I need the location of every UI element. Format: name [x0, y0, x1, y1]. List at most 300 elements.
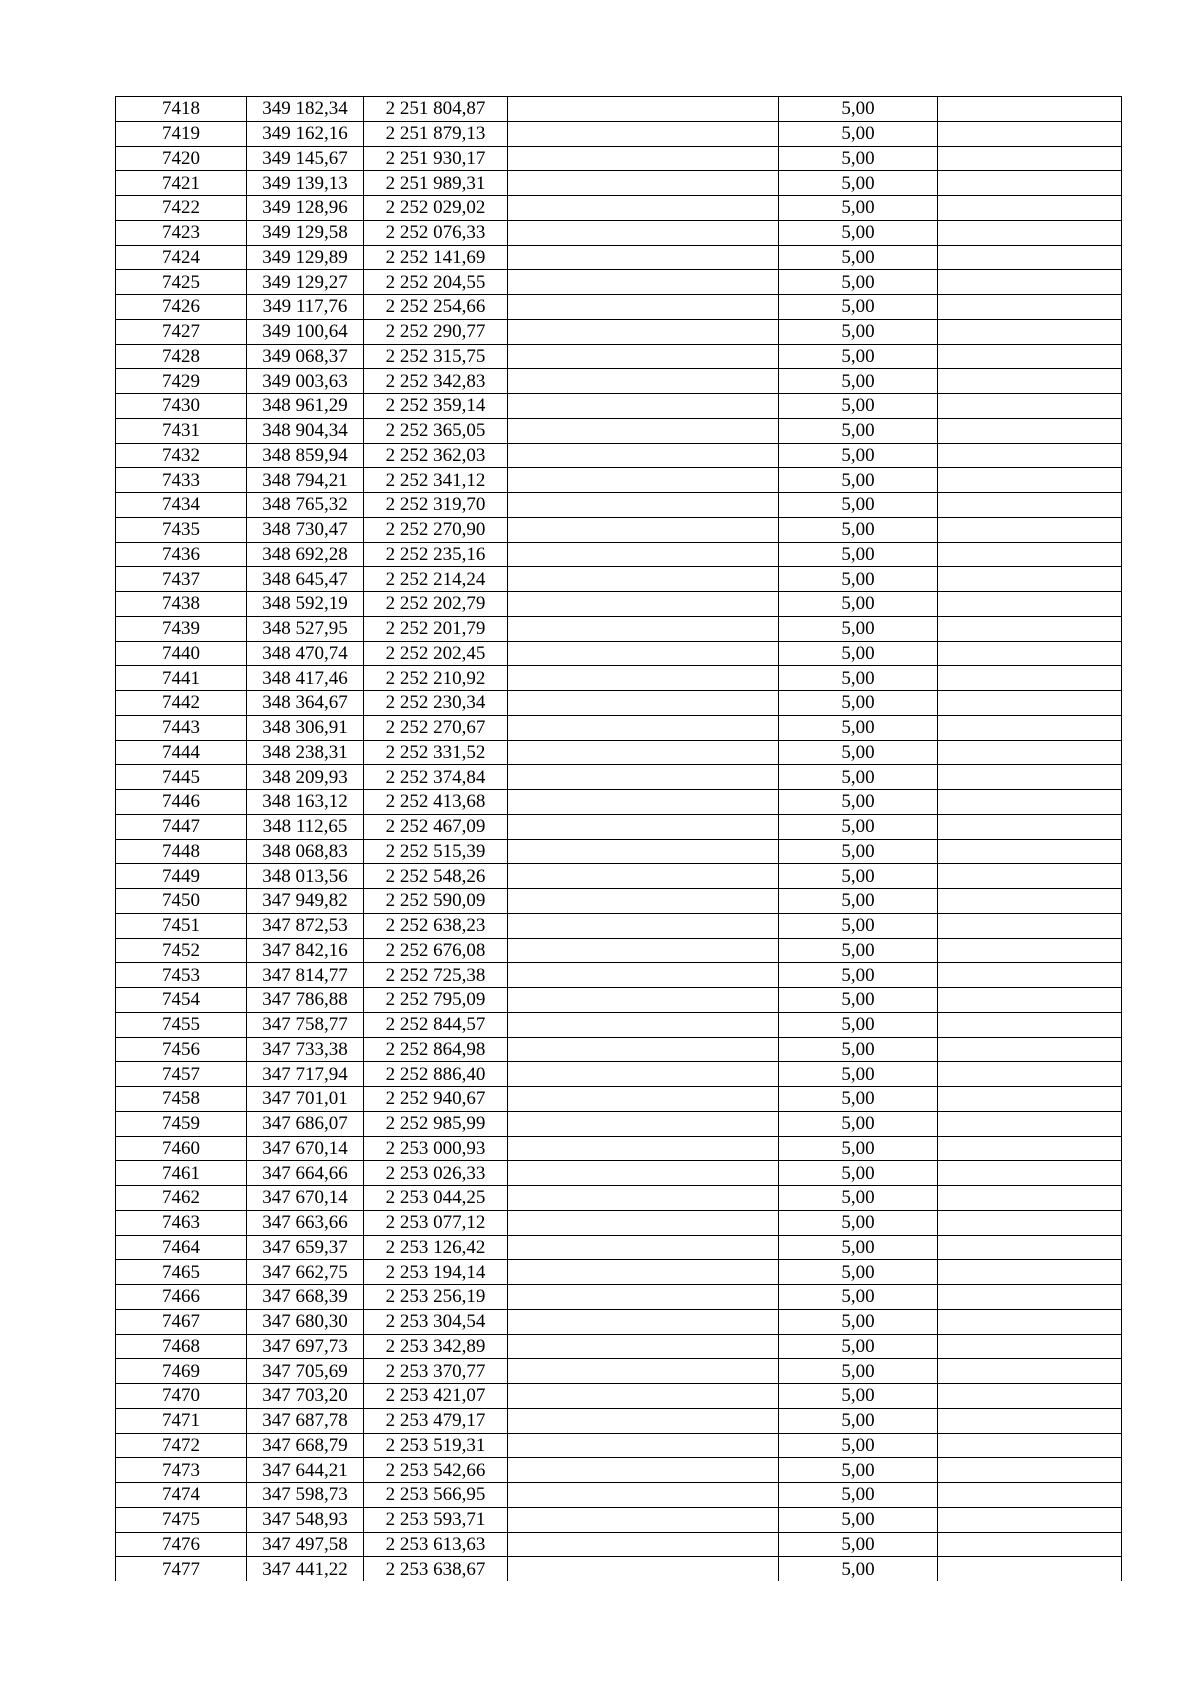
empty-column-cell — [508, 1557, 779, 1581]
x-coordinate-cell: 347 697,73 — [247, 1334, 364, 1359]
empty-column-cell — [508, 196, 779, 221]
value-cell: 5,00 — [779, 592, 938, 617]
table-row — [116, 1384, 1122, 1409]
table-row — [116, 864, 1122, 889]
empty-column-cell — [938, 814, 1122, 839]
y-coordinate-cell: 2 252 235,16 — [364, 542, 508, 567]
table-row — [116, 616, 1122, 641]
empty-column-cell — [508, 97, 779, 122]
table-row — [116, 1136, 1122, 1161]
point-number-cell: 7473 — [116, 1458, 247, 1483]
empty-column-cell — [938, 1507, 1122, 1532]
x-coordinate-cell: 348 730,47 — [247, 517, 364, 542]
y-coordinate-cell: 2 252 210,92 — [364, 666, 508, 691]
y-coordinate-cell: 2 252 676,08 — [364, 938, 508, 963]
y-coordinate-cell: 2 252 844,57 — [364, 1012, 508, 1037]
empty-column-cell — [508, 319, 779, 344]
table-row — [116, 196, 1122, 221]
value-cell: 5,00 — [779, 889, 938, 914]
x-coordinate-cell: 349 068,37 — [247, 344, 364, 369]
point-number-cell: 7458 — [116, 1087, 247, 1112]
empty-column-cell — [508, 1186, 779, 1211]
value-cell: 5,00 — [779, 1062, 938, 1087]
empty-column-cell — [508, 1359, 779, 1384]
value-cell: 5,00 — [779, 97, 938, 122]
point-number-cell: 7447 — [116, 814, 247, 839]
point-number-cell: 7465 — [116, 1260, 247, 1285]
point-number-cell: 7420 — [116, 146, 247, 171]
y-coordinate-cell: 2 252 341,12 — [364, 468, 508, 493]
x-coordinate-cell: 347 644,21 — [247, 1458, 364, 1483]
empty-column-cell — [508, 1037, 779, 1062]
x-coordinate-cell: 349 100,64 — [247, 319, 364, 344]
coordinates-table-body — [116, 97, 1122, 1582]
x-coordinate-cell: 348 527,95 — [247, 616, 364, 641]
empty-column-cell — [508, 295, 779, 320]
y-coordinate-cell: 2 253 566,95 — [364, 1483, 508, 1508]
x-coordinate-cell: 347 842,16 — [247, 938, 364, 963]
y-coordinate-cell: 2 252 141,69 — [364, 245, 508, 270]
x-coordinate-cell: 348 209,93 — [247, 765, 364, 790]
table-row — [116, 418, 1122, 443]
empty-column-cell — [508, 938, 779, 963]
empty-column-cell — [938, 616, 1122, 641]
y-coordinate-cell: 2 253 593,71 — [364, 1507, 508, 1532]
value-cell: 5,00 — [779, 1334, 938, 1359]
y-coordinate-cell: 2 252 548,26 — [364, 864, 508, 889]
y-coordinate-cell: 2 253 613,63 — [364, 1532, 508, 1557]
point-number-cell: 7429 — [116, 369, 247, 394]
point-number-cell: 7437 — [116, 567, 247, 592]
x-coordinate-cell: 348 163,12 — [247, 790, 364, 815]
point-number-cell: 7460 — [116, 1136, 247, 1161]
empty-column-cell — [938, 171, 1122, 196]
x-coordinate-cell: 347 497,58 — [247, 1532, 364, 1557]
y-coordinate-cell: 2 252 467,09 — [364, 814, 508, 839]
x-coordinate-cell: 347 949,82 — [247, 889, 364, 914]
empty-column-cell — [938, 641, 1122, 666]
point-number-cell: 7467 — [116, 1309, 247, 1334]
value-cell: 5,00 — [779, 1087, 938, 1112]
point-number-cell: 7466 — [116, 1285, 247, 1310]
value-cell: 5,00 — [779, 1210, 938, 1235]
empty-column-cell — [508, 1012, 779, 1037]
x-coordinate-cell: 348 794,21 — [247, 468, 364, 493]
empty-column-cell — [938, 1186, 1122, 1211]
table-row — [116, 641, 1122, 666]
empty-column-cell — [938, 121, 1122, 146]
x-coordinate-cell: 349 182,34 — [247, 97, 364, 122]
empty-column-cell — [508, 889, 779, 914]
y-coordinate-cell: 2 252 985,99 — [364, 1111, 508, 1136]
y-coordinate-cell: 2 252 254,66 — [364, 295, 508, 320]
y-coordinate-cell: 2 252 315,75 — [364, 344, 508, 369]
value-cell: 5,00 — [779, 1186, 938, 1211]
x-coordinate-cell: 349 128,96 — [247, 196, 364, 221]
value-cell: 5,00 — [779, 344, 938, 369]
empty-column-cell — [508, 1433, 779, 1458]
empty-column-cell — [938, 443, 1122, 468]
y-coordinate-cell: 2 252 230,34 — [364, 691, 508, 716]
value-cell: 5,00 — [779, 864, 938, 889]
table-row — [116, 1111, 1122, 1136]
point-number-cell: 7454 — [116, 988, 247, 1013]
point-number-cell: 7443 — [116, 715, 247, 740]
point-number-cell: 7453 — [116, 963, 247, 988]
value-cell: 5,00 — [779, 790, 938, 815]
x-coordinate-cell: 347 686,07 — [247, 1111, 364, 1136]
value-cell: 5,00 — [779, 493, 938, 518]
x-coordinate-cell: 348 692,28 — [247, 542, 364, 567]
table-row — [116, 567, 1122, 592]
value-cell: 5,00 — [779, 121, 938, 146]
empty-column-cell — [508, 344, 779, 369]
value-cell: 5,00 — [779, 245, 938, 270]
x-coordinate-cell: 348 364,67 — [247, 691, 364, 716]
empty-column-cell — [508, 790, 779, 815]
table-row — [116, 319, 1122, 344]
x-coordinate-cell: 348 068,83 — [247, 839, 364, 864]
x-coordinate-cell: 347 680,30 — [247, 1309, 364, 1334]
value-cell: 5,00 — [779, 1483, 938, 1508]
y-coordinate-cell: 2 252 940,67 — [364, 1087, 508, 1112]
x-coordinate-cell: 347 687,78 — [247, 1408, 364, 1433]
table-row — [116, 666, 1122, 691]
x-coordinate-cell: 347 758,77 — [247, 1012, 364, 1037]
value-cell: 5,00 — [779, 814, 938, 839]
point-number-cell: 7472 — [116, 1433, 247, 1458]
table-row — [116, 1334, 1122, 1359]
empty-column-cell — [508, 616, 779, 641]
x-coordinate-cell: 348 013,56 — [247, 864, 364, 889]
value-cell: 5,00 — [779, 1359, 938, 1384]
point-number-cell: 7426 — [116, 295, 247, 320]
y-coordinate-cell: 2 253 542,66 — [364, 1458, 508, 1483]
y-coordinate-cell: 2 253 519,31 — [364, 1433, 508, 1458]
empty-column-cell — [938, 1285, 1122, 1310]
table-row — [116, 1309, 1122, 1334]
empty-column-cell — [938, 1012, 1122, 1037]
table-row — [116, 468, 1122, 493]
empty-column-cell — [508, 245, 779, 270]
empty-column-cell — [508, 369, 779, 394]
empty-column-cell — [508, 641, 779, 666]
x-coordinate-cell: 347 663,66 — [247, 1210, 364, 1235]
value-cell: 5,00 — [779, 641, 938, 666]
value-cell: 5,00 — [779, 715, 938, 740]
empty-column-cell — [508, 864, 779, 889]
y-coordinate-cell: 2 252 638,23 — [364, 913, 508, 938]
x-coordinate-cell: 347 668,79 — [247, 1433, 364, 1458]
value-cell: 5,00 — [779, 394, 938, 419]
point-number-cell: 7464 — [116, 1235, 247, 1260]
empty-column-cell — [938, 864, 1122, 889]
table-row — [116, 1285, 1122, 1310]
value-cell: 5,00 — [779, 196, 938, 221]
y-coordinate-cell: 2 252 214,24 — [364, 567, 508, 592]
value-cell: 5,00 — [779, 1309, 938, 1334]
y-coordinate-cell: 2 253 421,07 — [364, 1384, 508, 1409]
y-coordinate-cell: 2 251 879,13 — [364, 121, 508, 146]
empty-column-cell — [508, 691, 779, 716]
empty-column-cell — [508, 1408, 779, 1433]
y-coordinate-cell: 2 252 331,52 — [364, 740, 508, 765]
x-coordinate-cell: 348 238,31 — [247, 740, 364, 765]
table-row — [116, 171, 1122, 196]
empty-column-cell — [508, 715, 779, 740]
point-number-cell: 7476 — [116, 1532, 247, 1557]
table-row — [116, 493, 1122, 518]
empty-column-cell — [508, 765, 779, 790]
empty-column-cell — [938, 1161, 1122, 1186]
table-row — [116, 1260, 1122, 1285]
y-coordinate-cell: 2 253 256,19 — [364, 1285, 508, 1310]
y-coordinate-cell: 2 253 026,33 — [364, 1161, 508, 1186]
value-cell: 5,00 — [779, 1260, 938, 1285]
point-number-cell: 7448 — [116, 839, 247, 864]
table-row — [116, 1161, 1122, 1186]
empty-column-cell — [938, 295, 1122, 320]
empty-column-cell — [938, 1359, 1122, 1384]
empty-column-cell — [508, 567, 779, 592]
y-coordinate-cell: 2 252 795,09 — [364, 988, 508, 1013]
empty-column-cell — [938, 1334, 1122, 1359]
x-coordinate-cell: 348 592,19 — [247, 592, 364, 617]
table-row — [116, 963, 1122, 988]
y-coordinate-cell: 2 253 077,12 — [364, 1210, 508, 1235]
empty-column-cell — [508, 1235, 779, 1260]
value-cell: 5,00 — [779, 616, 938, 641]
empty-column-cell — [938, 938, 1122, 963]
point-number-cell: 7462 — [116, 1186, 247, 1211]
empty-column-cell — [508, 740, 779, 765]
y-coordinate-cell: 2 252 515,39 — [364, 839, 508, 864]
y-coordinate-cell: 2 252 202,79 — [364, 592, 508, 617]
x-coordinate-cell: 347 717,94 — [247, 1062, 364, 1087]
point-number-cell: 7461 — [116, 1161, 247, 1186]
point-number-cell: 7444 — [116, 740, 247, 765]
empty-column-cell — [938, 394, 1122, 419]
empty-column-cell — [938, 1062, 1122, 1087]
value-cell: 5,00 — [779, 1161, 938, 1186]
table-row — [116, 295, 1122, 320]
empty-column-cell — [938, 369, 1122, 394]
empty-column-cell — [508, 1111, 779, 1136]
x-coordinate-cell: 347 662,75 — [247, 1260, 364, 1285]
table-row — [116, 839, 1122, 864]
x-coordinate-cell: 347 703,20 — [247, 1384, 364, 1409]
y-coordinate-cell: 2 251 930,17 — [364, 146, 508, 171]
empty-column-cell — [938, 666, 1122, 691]
table-row — [116, 1210, 1122, 1235]
point-number-cell: 7469 — [116, 1359, 247, 1384]
point-number-cell: 7434 — [116, 493, 247, 518]
empty-column-cell — [508, 1136, 779, 1161]
point-number-cell: 7459 — [116, 1111, 247, 1136]
point-number-cell: 7431 — [116, 418, 247, 443]
table-row — [116, 146, 1122, 171]
empty-column-cell — [938, 913, 1122, 938]
point-number-cell: 7471 — [116, 1408, 247, 1433]
value-cell: 5,00 — [779, 913, 938, 938]
point-number-cell: 7451 — [116, 913, 247, 938]
table-row — [116, 1235, 1122, 1260]
x-coordinate-cell: 347 705,69 — [247, 1359, 364, 1384]
empty-column-cell — [508, 220, 779, 245]
table-row — [116, 913, 1122, 938]
empty-column-cell — [938, 1087, 1122, 1112]
value-cell: 5,00 — [779, 765, 938, 790]
value-cell: 5,00 — [779, 418, 938, 443]
y-coordinate-cell: 2 253 000,93 — [364, 1136, 508, 1161]
x-coordinate-cell: 349 139,13 — [247, 171, 364, 196]
empty-column-cell — [938, 691, 1122, 716]
empty-column-cell — [508, 814, 779, 839]
y-coordinate-cell: 2 253 304,54 — [364, 1309, 508, 1334]
value-cell: 5,00 — [779, 938, 938, 963]
empty-column-cell — [938, 517, 1122, 542]
empty-column-cell — [938, 567, 1122, 592]
x-coordinate-cell: 349 145,67 — [247, 146, 364, 171]
value-cell: 5,00 — [779, 1111, 938, 1136]
x-coordinate-cell: 347 786,88 — [247, 988, 364, 1013]
point-number-cell: 7470 — [116, 1384, 247, 1409]
value-cell: 5,00 — [779, 963, 938, 988]
empty-column-cell — [508, 121, 779, 146]
table-row — [116, 938, 1122, 963]
x-coordinate-cell: 348 645,47 — [247, 567, 364, 592]
x-coordinate-cell: 347 814,77 — [247, 963, 364, 988]
point-number-cell: 7436 — [116, 542, 247, 567]
empty-column-cell — [938, 988, 1122, 1013]
x-coordinate-cell: 349 117,76 — [247, 295, 364, 320]
table-row — [116, 97, 1122, 122]
x-coordinate-cell: 347 733,38 — [247, 1037, 364, 1062]
y-coordinate-cell: 2 252 374,84 — [364, 765, 508, 790]
table-row — [116, 1507, 1122, 1532]
table-row — [116, 344, 1122, 369]
empty-column-cell — [508, 394, 779, 419]
table-row — [116, 765, 1122, 790]
x-coordinate-cell: 348 961,29 — [247, 394, 364, 419]
empty-column-cell — [938, 270, 1122, 295]
x-coordinate-cell: 348 417,46 — [247, 666, 364, 691]
point-number-cell: 7438 — [116, 592, 247, 617]
table-row — [116, 443, 1122, 468]
empty-column-cell — [938, 1111, 1122, 1136]
y-coordinate-cell: 2 252 202,45 — [364, 641, 508, 666]
value-cell: 5,00 — [779, 1532, 938, 1557]
empty-column-cell — [508, 913, 779, 938]
y-coordinate-cell: 2 252 270,67 — [364, 715, 508, 740]
x-coordinate-cell: 347 598,73 — [247, 1483, 364, 1508]
table-row — [116, 814, 1122, 839]
y-coordinate-cell: 2 252 270,90 — [364, 517, 508, 542]
point-number-cell: 7433 — [116, 468, 247, 493]
y-coordinate-cell: 2 253 194,14 — [364, 1260, 508, 1285]
empty-column-cell — [938, 319, 1122, 344]
x-coordinate-cell: 348 470,74 — [247, 641, 364, 666]
empty-column-cell — [508, 1087, 779, 1112]
table-row — [116, 1186, 1122, 1211]
empty-column-cell — [938, 1260, 1122, 1285]
y-coordinate-cell: 2 251 804,87 — [364, 97, 508, 122]
value-cell: 5,00 — [779, 542, 938, 567]
point-number-cell: 7463 — [116, 1210, 247, 1235]
value-cell: 5,00 — [779, 1012, 938, 1037]
empty-column-cell — [508, 171, 779, 196]
empty-column-cell — [508, 839, 779, 864]
empty-column-cell — [938, 889, 1122, 914]
table-row — [116, 715, 1122, 740]
table-row — [116, 220, 1122, 245]
point-number-cell: 7441 — [116, 666, 247, 691]
empty-column-cell — [508, 1507, 779, 1532]
point-number-cell: 7435 — [116, 517, 247, 542]
point-number-cell: 7445 — [116, 765, 247, 790]
value-cell: 5,00 — [779, 468, 938, 493]
x-coordinate-cell: 347 548,93 — [247, 1507, 364, 1532]
y-coordinate-cell: 2 252 319,70 — [364, 493, 508, 518]
x-coordinate-cell: 349 003,63 — [247, 369, 364, 394]
x-coordinate-cell: 348 859,94 — [247, 443, 364, 468]
value-cell: 5,00 — [779, 146, 938, 171]
table-row — [116, 542, 1122, 567]
value-cell: 5,00 — [779, 1384, 938, 1409]
x-coordinate-cell: 349 162,16 — [247, 121, 364, 146]
point-number-cell: 7419 — [116, 121, 247, 146]
x-coordinate-cell: 349 129,58 — [247, 220, 364, 245]
point-number-cell: 7452 — [116, 938, 247, 963]
y-coordinate-cell: 2 253 044,25 — [364, 1186, 508, 1211]
empty-column-cell — [938, 963, 1122, 988]
empty-column-cell — [508, 542, 779, 567]
value-cell: 5,00 — [779, 171, 938, 196]
empty-column-cell — [508, 1062, 779, 1087]
point-number-cell: 7455 — [116, 1012, 247, 1037]
value-cell: 5,00 — [779, 666, 938, 691]
empty-column-cell — [938, 740, 1122, 765]
value-cell: 5,00 — [779, 567, 938, 592]
table-row — [116, 245, 1122, 270]
empty-column-cell — [508, 270, 779, 295]
empty-column-cell — [938, 196, 1122, 221]
point-number-cell: 7432 — [116, 443, 247, 468]
y-coordinate-cell: 2 252 362,03 — [364, 443, 508, 468]
point-number-cell: 7449 — [116, 864, 247, 889]
x-coordinate-cell: 347 668,39 — [247, 1285, 364, 1310]
empty-column-cell — [938, 765, 1122, 790]
point-number-cell: 7475 — [116, 1507, 247, 1532]
x-coordinate-cell: 349 129,27 — [247, 270, 364, 295]
empty-column-cell — [508, 1483, 779, 1508]
empty-column-cell — [938, 418, 1122, 443]
value-cell: 5,00 — [779, 369, 938, 394]
empty-column-cell — [938, 1309, 1122, 1334]
y-coordinate-cell: 2 252 359,14 — [364, 394, 508, 419]
empty-column-cell — [508, 443, 779, 468]
empty-column-cell — [938, 146, 1122, 171]
empty-column-cell — [938, 1136, 1122, 1161]
y-coordinate-cell: 2 252 886,40 — [364, 1062, 508, 1087]
empty-column-cell — [938, 1483, 1122, 1508]
table-row — [116, 592, 1122, 617]
x-coordinate-cell: 347 670,14 — [247, 1136, 364, 1161]
x-coordinate-cell: 348 765,32 — [247, 493, 364, 518]
empty-column-cell — [938, 542, 1122, 567]
y-coordinate-cell: 2 252 725,38 — [364, 963, 508, 988]
y-coordinate-cell: 2 252 290,77 — [364, 319, 508, 344]
